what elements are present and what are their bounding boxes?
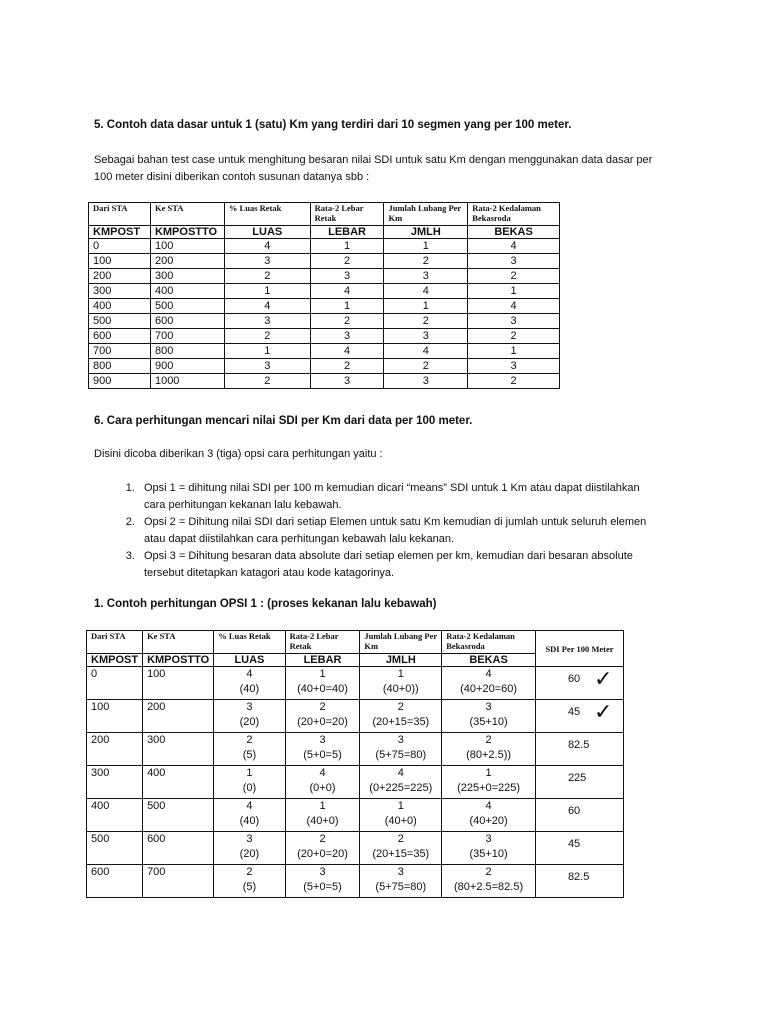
cell-value: 2 [397,701,404,713]
table-cell: 100 [150,239,224,254]
table-cell [214,865,285,898]
cell-value: 3 [319,866,326,878]
header-cell: Dari STA [87,631,143,654]
cell-value: 2 [246,734,253,746]
table-cell: 4 [468,239,560,254]
table-row [89,359,560,374]
cell-calc: (0+225=225) [369,782,433,794]
table-row [89,239,560,254]
table-cell [285,865,360,898]
cell-calc: (5+0=5) [303,881,342,893]
table-cell: 1 [310,239,384,254]
cell-value: 2 [246,866,253,878]
table-cell: 2 [468,269,560,284]
table-cell: 4 [224,299,310,314]
table-cell: 400 [89,299,151,314]
sdi-cell [535,799,623,832]
table-cell [285,766,360,799]
code-cell: KMPOST [87,654,143,667]
sdi-value: 225 [567,772,587,784]
table-row [87,667,624,700]
options-list [116,480,656,582]
sdi-cell [535,733,623,766]
table-cell: 0 [87,667,143,700]
header-cell: Rata-2 Lebar Retak [285,631,360,654]
table-cell [360,733,442,766]
table-cell [214,766,285,799]
cell-value: 1 [397,800,404,812]
table-cell [360,667,442,700]
cell-value: 2 [485,866,492,878]
cell-value: 1 [246,767,253,779]
table-cell: 4 [310,284,384,299]
cell-calc: (5) [242,881,257,893]
table-row [87,865,624,898]
cell-calc: (5) [242,749,257,761]
table-cell: 2 [224,329,310,344]
table-cell: 400 [87,799,143,832]
cell-value: 1 [485,767,492,779]
cell-calc: (40) [239,683,260,695]
sdi-cell [535,667,623,700]
table-cell: 600 [150,314,224,329]
table-cell: 0 [89,239,151,254]
table-cell: 700 [143,865,214,898]
section5-intro-line2: 100 meter disini diberikan contoh susunan datanya sbb : [94,171,370,183]
cell-value: 4 [246,668,253,680]
table-row [89,254,560,269]
table-cell: 3 [384,329,468,344]
table-cell [442,766,536,799]
section6-intro: Disini dicoba diberikan 3 (tiga) opsi cara perhitungan yaitu : [94,448,383,460]
table-cell: 2 [468,374,560,389]
table-cell: 700 [89,344,151,359]
cell-calc: (20+15=35) [372,716,430,728]
option-item: 1. Opsi 1 = dihitung nilai SDI per 100 m kemudian dicari “means” SDI untuk 1 Km atau dapat diistilahkan cara perhitungan kekanan lalu kebawah. [138,480,656,514]
table-cell: 2 [310,254,384,269]
cell-calc: (40+0) [384,815,417,827]
table-cell [442,700,536,733]
table-cell [214,799,285,832]
table-cell: 600 [143,832,214,865]
table-cell [285,667,360,700]
cell-calc: (5+0=5) [303,749,342,761]
table-cell: 700 [150,329,224,344]
table-cell [285,799,360,832]
cell-calc: (40+0) [306,815,339,827]
cell-calc: (0) [242,782,257,794]
table-cell: 4 [468,299,560,314]
checkmark-icon: ✓ [593,667,613,692]
table-cell: 2 [468,329,560,344]
header-cell: % Luas Retak [214,631,285,654]
table-row [89,284,560,299]
table-cell: 900 [150,359,224,374]
table-cell: 1 [310,299,384,314]
cell-value: 4 [485,668,492,680]
table-cell: 3 [310,329,384,344]
table-cell: 4 [224,239,310,254]
table-row [87,766,624,799]
header-cell: Dari STA [89,203,151,226]
table-cell [285,700,360,733]
cell-value: 1 [319,800,326,812]
code-cell: JMLH [384,226,468,239]
table-row [89,299,560,314]
table-row [87,700,624,733]
table-cell: 3 [310,269,384,284]
table-cell: 300 [87,766,143,799]
table-cell: 300 [143,733,214,766]
table-row [89,374,560,389]
table-cell: 400 [150,284,224,299]
cell-calc: (80+2.5)) [466,749,512,761]
sdi-value: 60 [567,805,581,817]
table-cell [285,733,360,766]
section6-heading: 6. Cara perhitungan mencari nilai SDI per Km dari data per 100 meter. [94,415,473,427]
cell-calc: (35+10) [469,716,508,728]
cell-value: 2 [485,734,492,746]
cell-calc: (20) [239,848,260,860]
table-cell: 4 [384,284,468,299]
cell-value: 4 [397,767,404,779]
cell-calc: (40+20=60) [460,683,518,695]
table-cell: 200 [150,254,224,269]
table-cell [360,832,442,865]
table-cell: 300 [89,284,151,299]
table-cell: 1 [468,284,560,299]
cell-calc: (40) [239,815,260,827]
table-cell [360,766,442,799]
table-row [87,832,624,865]
table-cell [360,799,442,832]
code-cell: BEKAS [468,226,560,239]
sdi-value: 60 [567,673,581,685]
cell-value: 3 [246,701,253,713]
table-cell [442,832,536,865]
table-cell: 3 [384,374,468,389]
calc-table [86,630,624,898]
table-cell: 400 [143,766,214,799]
table-cell: 800 [150,344,224,359]
cell-value: 1 [319,668,326,680]
header-cell: Ke STA [150,203,224,226]
cell-calc: (35+10) [469,848,508,860]
table-cell: 600 [89,329,151,344]
table-cell: 2 [384,359,468,374]
table-cell: 1 [384,299,468,314]
checkmark-icon: ✓ [593,700,613,725]
table-cell: 3 [224,359,310,374]
section5-intro-line1: Sebagai bahan test case untuk menghitung besaran nilai SDI untuk satu Km dengan menggunakan data dasar per [94,154,653,166]
cell-calc: (20) [239,716,260,728]
table-code-row [89,226,560,239]
table-cell: 4 [310,344,384,359]
table-cell: 100 [143,667,214,700]
section5-heading: 5. Contoh data dasar untuk 1 (satu) Km yang terdiri dari 10 segmen yang per 100 meter. [94,119,572,131]
cell-value: 4 [485,800,492,812]
table-cell [360,700,442,733]
cell-calc: (225+0=225) [457,782,521,794]
code-cell: LEBAR [285,654,360,667]
table-row [89,329,560,344]
opsi1-heading: 1. Contoh perhitungan OPSI 1 : (proses kekanan lalu kebawah) [94,598,437,610]
cell-value: 1 [397,668,404,680]
table-cell: 2 [384,314,468,329]
table-cell: 2 [310,314,384,329]
table-cell: 500 [143,799,214,832]
sdi-value: 82.5 [567,739,590,751]
cell-calc: (20+0=20) [297,848,348,860]
table-cell [214,700,285,733]
code-cell: KMPOSTTO [143,654,214,667]
cell-value: 3 [319,734,326,746]
header-cell: % Luas Retak [224,203,310,226]
cell-calc: (20+0=20) [297,716,348,728]
table-cell [214,667,285,700]
cell-calc: (5+75=80) [375,881,427,893]
sdi-cell [535,766,623,799]
table-row [89,314,560,329]
cell-calc: (40+0)) [382,683,419,695]
sdi-value: 45 [567,706,581,718]
sdi-value: 82.5 [567,871,590,883]
table-cell [214,832,285,865]
cell-value: 4 [319,767,326,779]
table-cell [442,733,536,766]
table-cell: 2 [224,374,310,389]
table-cell [442,667,536,700]
cell-calc: (40+0=40) [297,683,348,695]
header-cell: Rata-2 Kedalaman Bekasroda [442,631,536,654]
cell-calc: (5+75=80) [375,749,427,761]
table-cell: 800 [89,359,151,374]
table-cell: 1 [384,239,468,254]
cell-calc: (20+15=35) [372,848,430,860]
table-cell: 2 [384,254,468,269]
table-header-row [87,631,624,654]
code-cell: LUAS [224,226,310,239]
table-cell [442,865,536,898]
table-cell [360,865,442,898]
cell-value: 2 [319,833,326,845]
header-cell: Jumlah Lubang Per Km [360,631,442,654]
code-cell: BEKAS [442,654,536,667]
cell-value: 2 [397,833,404,845]
table-cell: 1 [224,344,310,359]
table-cell: 200 [87,733,143,766]
cell-value: 2 [319,701,326,713]
sdi-cell [535,865,623,898]
header-cell: Rata-2 Lebar Retak [310,203,384,226]
table-cell: 3 [224,314,310,329]
table-row [89,269,560,284]
table-row [87,799,624,832]
table-row [87,733,624,766]
table-cell: 1 [224,284,310,299]
cell-value: 3 [485,701,492,713]
cell-calc: (80+2.5=82.5) [454,881,524,893]
header-cell: Rata-2 Kedalaman Bekasroda [468,203,560,226]
header-cell: Jumlah Lubang Per Km [384,203,468,226]
table-cell: 4 [384,344,468,359]
cell-value: 3 [397,866,404,878]
table-cell: 3 [468,314,560,329]
table-cell [285,832,360,865]
cell-value: 3 [397,734,404,746]
section5-intro [94,152,714,186]
table-cell: 500 [89,314,151,329]
cell-value: 3 [485,833,492,845]
code-cell: LUAS [214,654,285,667]
data-table [88,202,560,389]
table-cell: 1000 [150,374,224,389]
cell-calc: (0+0) [309,782,336,794]
table-cell: 900 [89,374,151,389]
header-cell: SDI Per 100 Meter [535,631,623,667]
table-cell [442,799,536,832]
sdi-value: 45 [567,838,581,850]
header-cell: Ke STA [143,631,214,654]
code-cell: LEBAR [310,226,384,239]
table-cell: 3 [384,269,468,284]
table-header-row [89,203,560,226]
table-cell [214,733,285,766]
table-cell: 100 [87,700,143,733]
table-cell: 200 [143,700,214,733]
table-cell: 600 [87,865,143,898]
table-row [89,344,560,359]
sdi-cell [535,700,623,733]
table-cell: 3 [468,254,560,269]
table-cell: 2 [310,359,384,374]
option-item: 2. Opsi 2 = Dihitung nilai SDI dari setiap Elemen untuk satu Km kemudian di jumlah untuk seluruh elemen atau dapat diistilahkan cara perhitungan kebawah lalu kekanan. [138,514,656,548]
table-cell: 2 [224,269,310,284]
table-cell: 300 [150,269,224,284]
cell-value: 3 [246,833,253,845]
table-cell: 3 [310,374,384,389]
table-cell: 3 [468,359,560,374]
code-cell: KMPOSTTO [150,226,224,239]
code-cell: JMLH [360,654,442,667]
table-cell: 500 [150,299,224,314]
code-cell: KMPOST [89,226,151,239]
sdi-cell [535,832,623,865]
table-cell: 200 [89,269,151,284]
option-item: 3. Opsi 3 = Dihitung besaran data absolute dari setiap elemen per km, kemudian dari besaran absolute tersebut ditetapkan katagori atau kode katagorinya. [138,548,656,582]
table-cell: 1 [468,344,560,359]
cell-calc: (40+20) [469,815,508,827]
table-cell: 3 [224,254,310,269]
table-cell: 500 [87,832,143,865]
cell-value: 4 [246,800,253,812]
table-cell: 100 [89,254,151,269]
